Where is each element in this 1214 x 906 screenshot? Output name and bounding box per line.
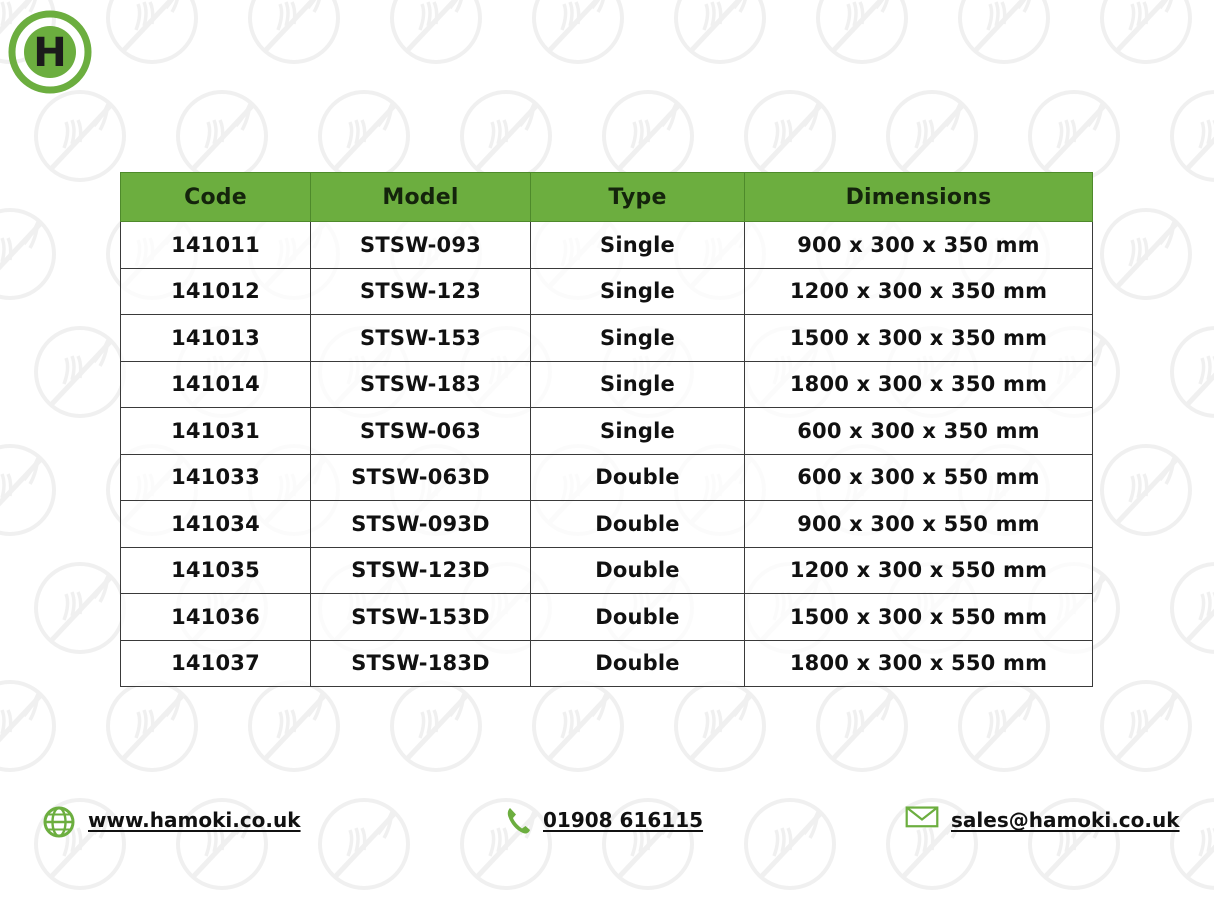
phone-icon <box>505 805 531 835</box>
cell-dimensions: 600 x 300 x 350 mm <box>745 408 1093 455</box>
cell-code: 141036 <box>121 594 311 641</box>
cell-dimensions: 1200 x 300 x 550 mm <box>745 547 1093 594</box>
envelope-icon <box>905 805 939 835</box>
cell-type: Double <box>531 501 745 548</box>
cell-model: STSW-063D <box>311 454 531 501</box>
product-table <box>120 172 1093 687</box>
cell-model: STSW-153D <box>311 594 531 641</box>
cell-type: Double <box>531 547 745 594</box>
specifications-table <box>120 172 1092 687</box>
website-text[interactable]: www.hamoki.co.uk <box>88 808 301 832</box>
cell-model: STSW-153 <box>311 315 531 362</box>
cell-code: 141033 <box>121 454 311 501</box>
cell-code: 141011 <box>121 222 311 269</box>
footer-website[interactable] <box>42 805 301 835</box>
cell-type: Single <box>531 315 745 362</box>
cell-dimensions: 900 x 300 x 550 mm <box>745 501 1093 548</box>
cell-dimensions: 1500 x 300 x 350 mm <box>745 315 1093 362</box>
email-text[interactable]: sales@hamoki.co.uk <box>951 808 1180 832</box>
cell-dimensions: 900 x 300 x 350 mm <box>745 222 1093 269</box>
cell-dimensions: 1800 x 300 x 550 mm <box>745 640 1093 687</box>
table-row <box>121 361 1093 408</box>
cell-model: STSW-123D <box>311 547 531 594</box>
footer-email[interactable] <box>905 805 1180 835</box>
table-row <box>121 547 1093 594</box>
column-header-dimensions: Dimensions <box>745 173 1093 222</box>
table-row <box>121 501 1093 548</box>
cell-model: STSW-183 <box>311 361 531 408</box>
column-header-model: Model <box>311 173 531 222</box>
cell-model: STSW-063 <box>311 408 531 455</box>
cell-type: Double <box>531 640 745 687</box>
table-header-row <box>121 173 1093 222</box>
cell-code: 141037 <box>121 640 311 687</box>
cell-code: 141014 <box>121 361 311 408</box>
cell-code: 141034 <box>121 501 311 548</box>
cell-dimensions: 600 x 300 x 550 mm <box>745 454 1093 501</box>
cell-type: Single <box>531 268 745 315</box>
footer <box>0 796 1214 844</box>
table-row <box>121 594 1093 641</box>
footer-phone[interactable] <box>505 805 703 835</box>
globe-icon <box>42 805 76 835</box>
cell-type: Single <box>531 408 745 455</box>
table-row <box>121 408 1093 455</box>
cell-type: Double <box>531 454 745 501</box>
cell-type: Single <box>531 361 745 408</box>
cell-model: STSW-183D <box>311 640 531 687</box>
cell-model: STSW-093D <box>311 501 531 548</box>
cell-model: STSW-093 <box>311 222 531 269</box>
cell-dimensions: 1200 x 300 x 350 mm <box>745 268 1093 315</box>
cell-code: 141013 <box>121 315 311 362</box>
cell-type: Double <box>531 594 745 641</box>
cell-code: 141031 <box>121 408 311 455</box>
column-header-type: Type <box>531 173 745 222</box>
column-header-code: Code <box>121 173 311 222</box>
table-row <box>121 454 1093 501</box>
cell-model: STSW-123 <box>311 268 531 315</box>
table-row <box>121 315 1093 362</box>
cell-code: 141035 <box>121 547 311 594</box>
cell-dimensions: 1500 x 300 x 550 mm <box>745 594 1093 641</box>
svg-text:H: H <box>33 30 67 76</box>
hamoki-logo <box>8 10 92 94</box>
cell-type: Single <box>531 222 745 269</box>
table-row <box>121 268 1093 315</box>
table-row <box>121 222 1093 269</box>
cell-code: 141012 <box>121 268 311 315</box>
phone-text[interactable]: 01908 616115 <box>543 808 704 832</box>
table-row <box>121 640 1093 687</box>
cell-dimensions: 1800 x 300 x 350 mm <box>745 361 1093 408</box>
